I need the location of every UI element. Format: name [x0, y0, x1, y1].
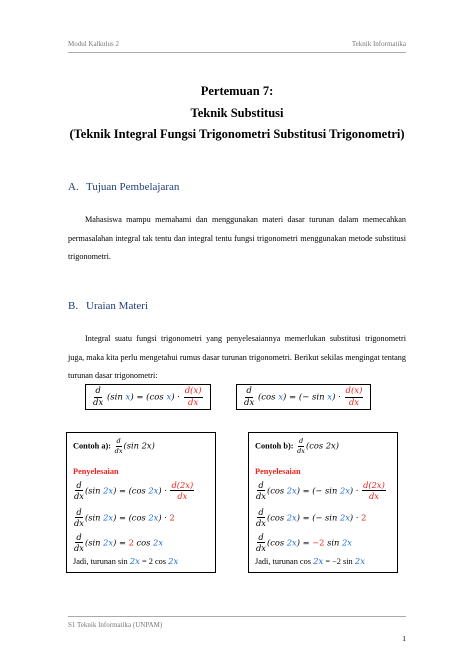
section-a-title: Tujuan Pembelajaran [86, 181, 180, 193]
inner-arg: 2x [168, 557, 179, 567]
inner-arg: 2x [103, 512, 114, 523]
example-b-solution-label: Penyelesaian [255, 467, 301, 476]
sin-fn: (sin [106, 392, 126, 403]
inner-arg: 2x [286, 485, 297, 496]
inner-arg: 2x [153, 537, 164, 548]
conclusion-text: = −2 sin [323, 557, 355, 566]
example-b-step-2 [255, 508, 366, 528]
d-symbol: d [298, 437, 304, 445]
sin-tail: ) · [171, 392, 180, 403]
step-text: ) · [158, 485, 167, 496]
dx-symbol: dx [256, 491, 266, 502]
step-text: (sin [85, 485, 104, 496]
step-text: (cos [267, 512, 287, 523]
dx-symbol: dx [74, 518, 84, 529]
d-symbol: d [76, 480, 82, 490]
dx-symbol: dx [297, 446, 305, 455]
d-symbol: d [95, 386, 101, 396]
inner-derivative: d(2x) [171, 480, 194, 490]
example-a-step-2 [73, 508, 175, 528]
step-text: cos [133, 537, 154, 548]
example-a-step-1 [73, 481, 195, 501]
dx-symbol-2: dx [348, 397, 360, 408]
example-b-problem: (cos 2x) [305, 440, 339, 451]
section-a-text: Mahasiswa mampu memahami dan menggunakan materi dasar turunan dalam memecahkan permasalahan integral tak tentu dan integral tentu fungsi trigonometri menggunakan metode substitusi trigonometri. [68, 215, 406, 261]
section-b-text: Integral suatu fungsi trigonometri yang penyelesaiannya memerlukan substitusi trigonometri juga, maka kita perlu mengetahui rumus dasar turunan trigonometri. Berikut sekilas mengingat tentang turunan dasar trigonometri: [68, 334, 406, 380]
section-a-heading [68, 181, 179, 193]
cos-var-2: x [327, 392, 333, 403]
dx-symbol-2: dx [188, 397, 199, 408]
example-a-step-3 [73, 533, 163, 553]
cos-tail: ) · [332, 392, 341, 403]
d-symbol: d [246, 386, 252, 396]
dx-symbol: dx [74, 491, 84, 502]
example-a-conclusion [73, 557, 178, 567]
page-number: 1 [402, 634, 406, 643]
conclusion-text: Jadi, turunan sin [73, 557, 130, 566]
step-text: ) · [158, 512, 170, 523]
example-b-conclusion [255, 557, 365, 567]
cos-eq: = (− sin [286, 392, 328, 403]
section-b-heading [68, 300, 148, 312]
section-b-number: B. [68, 300, 79, 312]
d-symbol: d [258, 480, 264, 490]
coefficient: −2 [312, 537, 325, 548]
inner-arg: 2x [148, 485, 159, 496]
inner-arg: 2x [103, 537, 114, 548]
step-text: ) · [349, 485, 359, 496]
step-text: ) = (− sin [296, 512, 340, 523]
title-line-2: Teknik Substitusi [190, 106, 284, 120]
title-line-1: Pertemuan 7: [200, 84, 274, 98]
example-b-step-3 [255, 533, 352, 553]
inner-arg: 2x [148, 512, 159, 523]
step-text: ) = [296, 537, 313, 548]
dx-symbol: dx [74, 543, 84, 554]
dvar: d(x) [184, 386, 202, 396]
inner-derivative: d(2x) [363, 480, 385, 490]
example-a-problem: (sin 2x) [123, 440, 155, 451]
step-text: (sin [85, 537, 104, 548]
example-a-label: Contoh a): [73, 441, 112, 451]
conclusion-text: = 2 cos [139, 557, 169, 566]
dx-symbol: dx [177, 491, 188, 502]
section-b-title: Uraian Materi [86, 300, 148, 312]
example-a-box [66, 432, 216, 573]
d-symbol: d [258, 507, 264, 517]
inner-arg: 2x [341, 537, 352, 548]
example-a-solution-label: Penyelesaian [73, 467, 119, 476]
dvar: d(x) [345, 386, 363, 396]
example-b-label: Contoh b): [255, 441, 294, 451]
coefficient: 2 [128, 537, 134, 548]
dx-symbol: dx [114, 446, 123, 455]
section-a-number: A. [68, 181, 79, 193]
cos-fn: (cos [257, 392, 279, 403]
step-text: ) = (cos [113, 485, 149, 496]
inner-arg: 2x [103, 485, 114, 496]
cos-var: x [278, 392, 284, 403]
constant: 2 [169, 512, 175, 523]
step-text: (cos [267, 485, 287, 496]
cos-close: ) [283, 392, 287, 403]
step-text: ) · [349, 512, 362, 523]
footer-left: S1 Teknik Informatika (UNPAM) [68, 621, 163, 629]
sin-var-2: x [166, 392, 172, 403]
sin-eq: = (cos [133, 392, 167, 403]
sin-close: ) [130, 392, 134, 403]
conclusion-text: Jadi, turunan cos [255, 557, 314, 566]
inner-arg: 2x [286, 512, 297, 523]
example-b-step-1 [255, 481, 387, 501]
d-symbol: d [116, 437, 121, 445]
header-left: Modul Kalkulus 2 [68, 40, 119, 48]
inner-arg: 2x [339, 512, 350, 523]
step-text: ) = [113, 537, 129, 548]
inner-arg: 2x [354, 557, 365, 567]
dx-symbol: dx [368, 491, 379, 502]
step-text: ) = (cos [113, 512, 149, 523]
d-symbol: d [258, 532, 264, 542]
inner-arg: 2x [313, 557, 324, 567]
step-text: (cos [267, 537, 287, 548]
formula-box-sin [85, 384, 211, 410]
footer-divider [68, 616, 406, 617]
step-text: ) = (− sin [296, 485, 340, 496]
header-right: Teknik Informatika [351, 40, 406, 48]
inner-arg: 2x [339, 485, 350, 496]
example-b-box [248, 432, 398, 573]
dx-symbol: dx [93, 397, 104, 408]
d-symbol: d [76, 507, 82, 517]
dx-symbol: dx [244, 397, 255, 408]
dx-symbol: dx [256, 543, 266, 554]
title-line-3: (Teknik Integral Fungsi Trigonometri Substitusi Trigonometri) [69, 127, 405, 141]
step-text: sin [324, 537, 342, 548]
sin-var: x [125, 392, 131, 403]
step-text: (sin [85, 512, 104, 523]
header-divider [68, 52, 406, 53]
inner-arg: 2x [286, 537, 297, 548]
inner-arg: 2x [129, 557, 140, 567]
constant: 2 [361, 512, 367, 523]
d-symbol: d [76, 532, 82, 542]
dx-symbol: dx [256, 518, 266, 529]
formula-box-cos [236, 384, 371, 410]
